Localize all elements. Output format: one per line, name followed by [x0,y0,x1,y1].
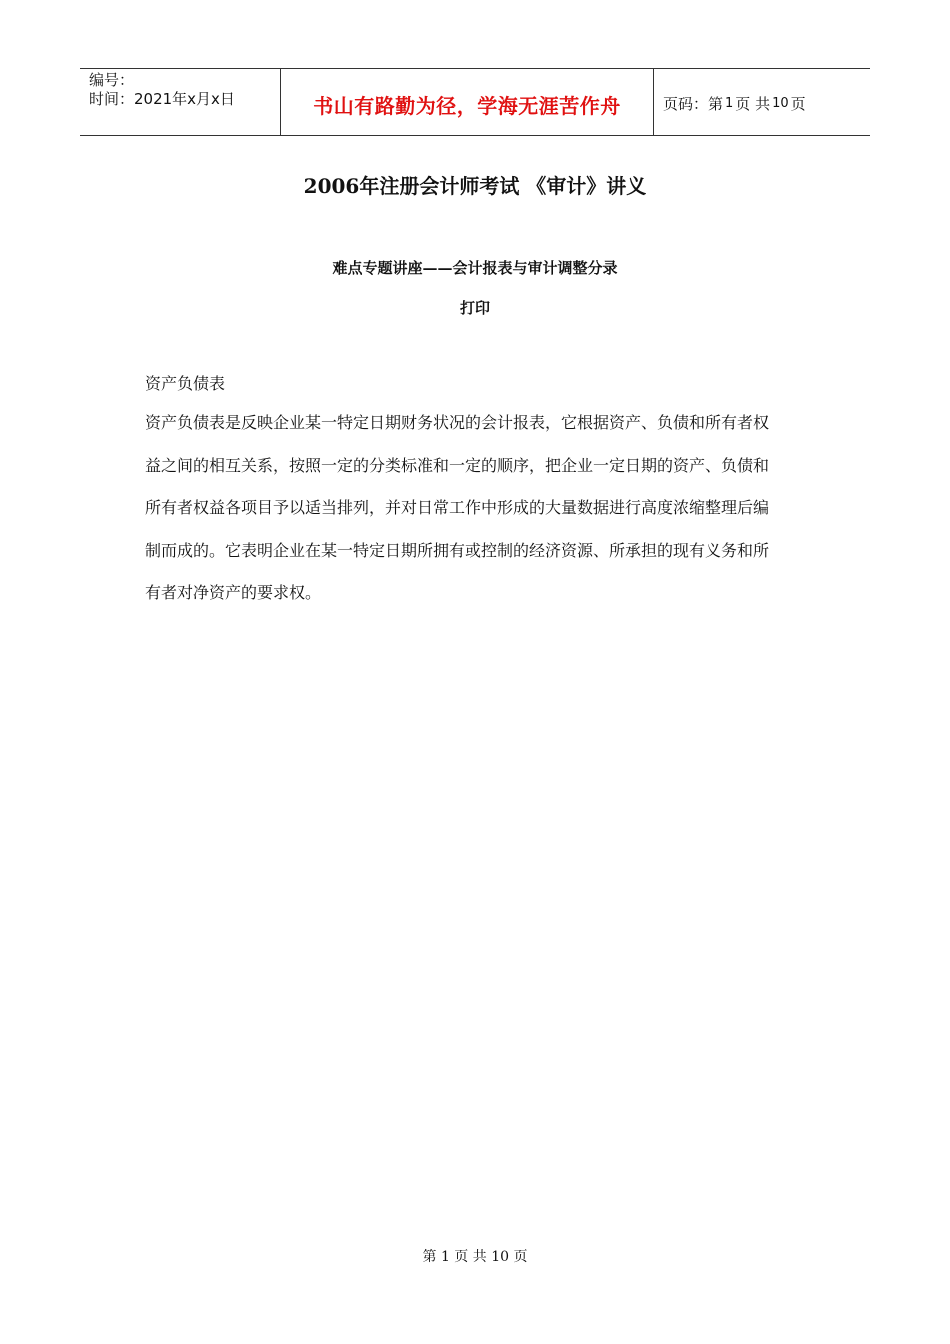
page-footer: 第 1 页 共 10 页 [422,1249,528,1265]
print-label: 打印 [459,299,490,317]
body-paragraph [145,402,805,615]
page-header-table [80,68,870,136]
paragraph-line: 制而成的。它表明企业在某一特定日期所拥有或控制的经济资源、所承担的现有义务和所 [145,540,770,560]
paragraph-line: 资产负债表是反映企业某一特定日期财务状况的会计报表，它根据资产、负债和所有者权 [145,413,770,432]
paragraph-line: 所有者权益各项目予以适当排列，并对日常工作中形成的大量数据进行高度浓缩整理后编 [145,498,770,517]
paragraph-line: 益之间的相互关系，按照一定的分类标准和一定的顺序，把企业一定日期的资产、负债和 [145,455,770,475]
header-page-total: 10 [772,95,789,111]
document-date-label: 时间：2021年x月x日 [89,90,235,108]
header-motto: 书山有路勤为径，学海无涯苦作舟 [313,93,621,118]
header-page-prefix: 页码：第 [663,94,724,113]
header-meta-cell [80,69,281,135]
header-page-suffix: 页 [790,94,806,113]
document-number-label: 编号： [89,71,135,89]
document-subtitle: 难点专题讲座——会计报表与审计调整分录 [332,259,618,277]
header-page-cell [654,69,870,135]
section-heading: 资产负债表 [145,374,226,393]
header-page-middle: 页 共 [735,94,771,113]
header-motto-cell [281,69,654,135]
document-title: 2006年注册会计师考试 《审计》讲义 [303,174,647,198]
paragraph-line: 有者对净资产的要求权。 [145,583,322,602]
header-page-current: 1 [725,95,734,111]
